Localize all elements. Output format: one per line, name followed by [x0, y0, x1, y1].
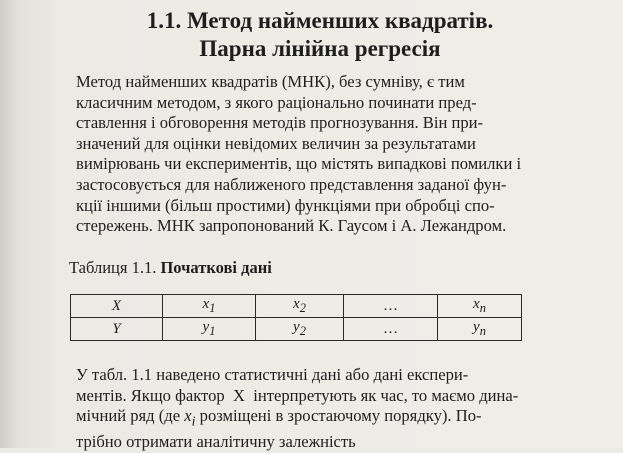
text-line: застосовується для наближеного представлення заданої фун-: [76, 174, 507, 194]
text-line: ментів. Якщо фактор X інтерпретують як час, то маємо дина-: [76, 385, 519, 405]
table-caption-prefix: Таблиця 1.1.: [69, 258, 157, 277]
table-cell: $x_1$: [163, 295, 256, 318]
table-cell-ellipsis: …: [344, 318, 438, 341]
row-label: Y: [71, 318, 163, 341]
table-caption-title: Початкові дані: [160, 258, 272, 277]
text-line: трібно отримати аналітичну залежність: [76, 432, 356, 452]
text-line: Метод найменших квадратів (МНК), без сумніву, є тим: [76, 72, 465, 91]
table-cell: $y_n$: [438, 318, 522, 341]
row-label: X: [71, 295, 163, 318]
text-line: вимірювань чи експериментів, що містять випадкові помилки і: [76, 154, 522, 174]
initial-data-table: [70, 294, 522, 341]
section-heading-line2: Парна лінійна регресія: [199, 36, 441, 61]
table-row-y: [71, 318, 522, 341]
text-line: значений для оцінки невідомих величин за результатами: [76, 133, 476, 153]
text-line: класичним методом, з якого раціонально починати пред-: [76, 92, 477, 112]
math-variable: x: [184, 406, 192, 426]
intro-paragraph: [54, 72, 560, 237]
table-cell: $x_2$: [256, 295, 344, 318]
table-cell: $y_1$: [163, 318, 256, 341]
table-cell: $x_n$: [438, 295, 522, 318]
text-line: стережень. МНК запропонований К. Гаусом і А. Лежандром.: [76, 216, 507, 236]
text-line: ставлення і обговорення методів прогнозування. Він при-: [76, 113, 484, 133]
table-caption: [69, 258, 272, 278]
text-line: мічний ряд (де $x_i$ розміщені в зростаючому порядку). По-: [76, 406, 482, 429]
followup-paragraph: [54, 365, 560, 453]
text-line: кції іншими (більш простими) функціями при обробці спо-: [76, 195, 495, 215]
table-row-x: [71, 295, 522, 318]
text-line: У табл. 1.1 наведено статистичні дані або дані експери-: [76, 365, 469, 384]
table-cell-ellipsis: …: [344, 295, 438, 318]
table-cell: $y_2$: [256, 318, 344, 341]
section-heading-line1: 1.1. Метод найменших квадратів.: [146, 8, 494, 33]
